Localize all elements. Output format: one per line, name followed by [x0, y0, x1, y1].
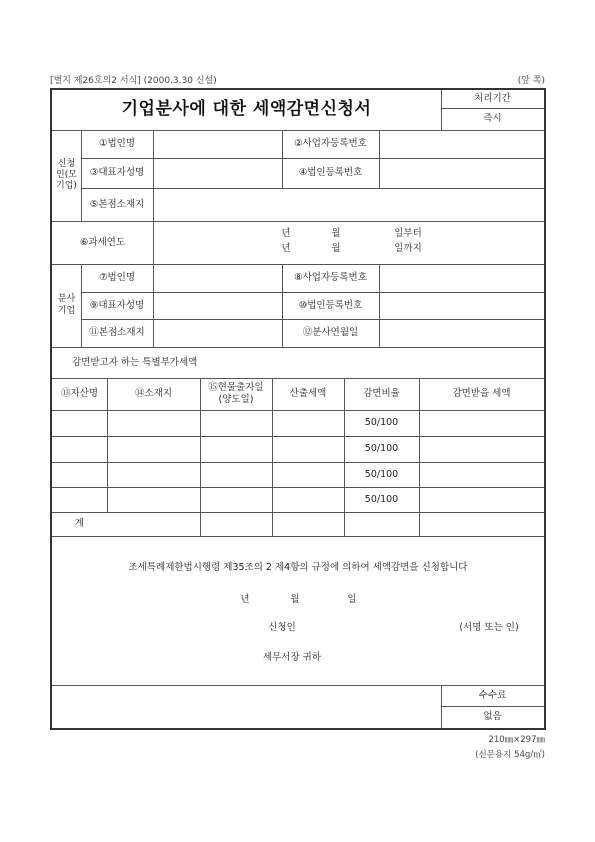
signature-label: (서명 또는 인): [459, 622, 519, 634]
paper-type: (신문용지 54g/㎡): [475, 750, 545, 760]
form-reference: [별지 제26호의2 서식] (2000.3.30 신설): [50, 76, 217, 86]
row-rate: 50/100: [364, 417, 399, 429]
tax-year-to-month: 월: [331, 243, 341, 255]
tax-year-label: ⑥과세연도: [79, 236, 126, 248]
total-label: 계: [74, 518, 85, 530]
tax-year-to-day: 일까지: [394, 243, 422, 255]
statement-body: 조세특례제한법시행령 제35조의 2 제4항의 규정에 의하여 세액감면을 신청합니다: [128, 562, 468, 574]
rep-name-label: ③대표자성명: [89, 167, 145, 179]
rule: [153, 130, 154, 221]
biz-reg-no-label: ②사업자등록번호: [294, 138, 367, 150]
rule: [153, 221, 154, 264]
statement-day: 일: [347, 594, 357, 606]
row-rate: 50/100: [364, 493, 399, 505]
rule: [52, 410, 544, 411]
statement-month: 월: [290, 594, 300, 606]
applicant-section-label: 신청 인(모 기업): [56, 158, 77, 192]
corp-name-label: ①법인명: [98, 138, 136, 150]
rule: [379, 264, 380, 347]
col-contribution-date: ⑮현물출자일 (양도일): [208, 382, 264, 405]
page-side-label: (앞 쪽): [517, 76, 545, 86]
form-title: 기업분사에 대한 세액감면신청서: [121, 99, 372, 120]
statement-year: 년: [240, 594, 250, 606]
rule: [52, 462, 544, 463]
spinoff-date-label: ⑫분사연월일: [302, 327, 359, 339]
fee-value: 없음: [483, 711, 502, 723]
rule: [379, 130, 380, 188]
paper-size: 210㎜×297㎜: [488, 735, 545, 745]
application-form: [50, 88, 546, 730]
spinoff-hq-address-label: ⑪본점소재지: [89, 327, 145, 339]
corp-reg-no-label: ④법인등록번호: [298, 167, 363, 179]
fee-label: 수수료: [478, 689, 507, 701]
addressee-label: 세무서장 귀하: [262, 652, 322, 664]
rule: [52, 487, 544, 488]
processing-period-value: 즉시: [483, 113, 502, 125]
rule: [52, 436, 544, 437]
rule: [52, 536, 544, 537]
tax-year-to-year: 년: [281, 243, 291, 255]
hq-address-label: ⑤본점소재지: [89, 198, 145, 210]
col-asset-name: ⑬자산명: [60, 388, 99, 400]
col-computed-tax: 산출세액: [289, 388, 327, 400]
tax-year-from-day: 일부터: [394, 228, 422, 240]
spinoff-corp-name-label: ⑦법인명: [98, 272, 136, 284]
col-location: ⑭소재지: [134, 388, 173, 400]
tax-year-from-year: 년: [281, 228, 291, 240]
applicant-label: 신청인: [268, 622, 296, 634]
spinoff-rep-name-label: ⑨대표자성명: [89, 299, 145, 311]
row-rate: 50/100: [364, 443, 399, 455]
spinoff-corp-reg-no-label: ⑩법인등록번호: [298, 299, 363, 311]
processing-period-label: 처리기간: [474, 93, 511, 105]
special-tax-heading: 감면받고자 하는 특별부가세액: [72, 356, 198, 368]
row-rate: 50/100: [364, 468, 399, 480]
tax-year-from-month: 월: [331, 228, 341, 240]
spinoff-section-label: 분사 기업: [57, 294, 76, 316]
rule: [52, 512, 544, 513]
col-reduction-amount: 감면받을 세액: [452, 388, 511, 400]
spinoff-biz-reg-no-label: ⑧사업자등록번호: [294, 272, 367, 284]
rule: [153, 264, 154, 347]
col-reduction-rate: 감면비율: [363, 388, 400, 400]
